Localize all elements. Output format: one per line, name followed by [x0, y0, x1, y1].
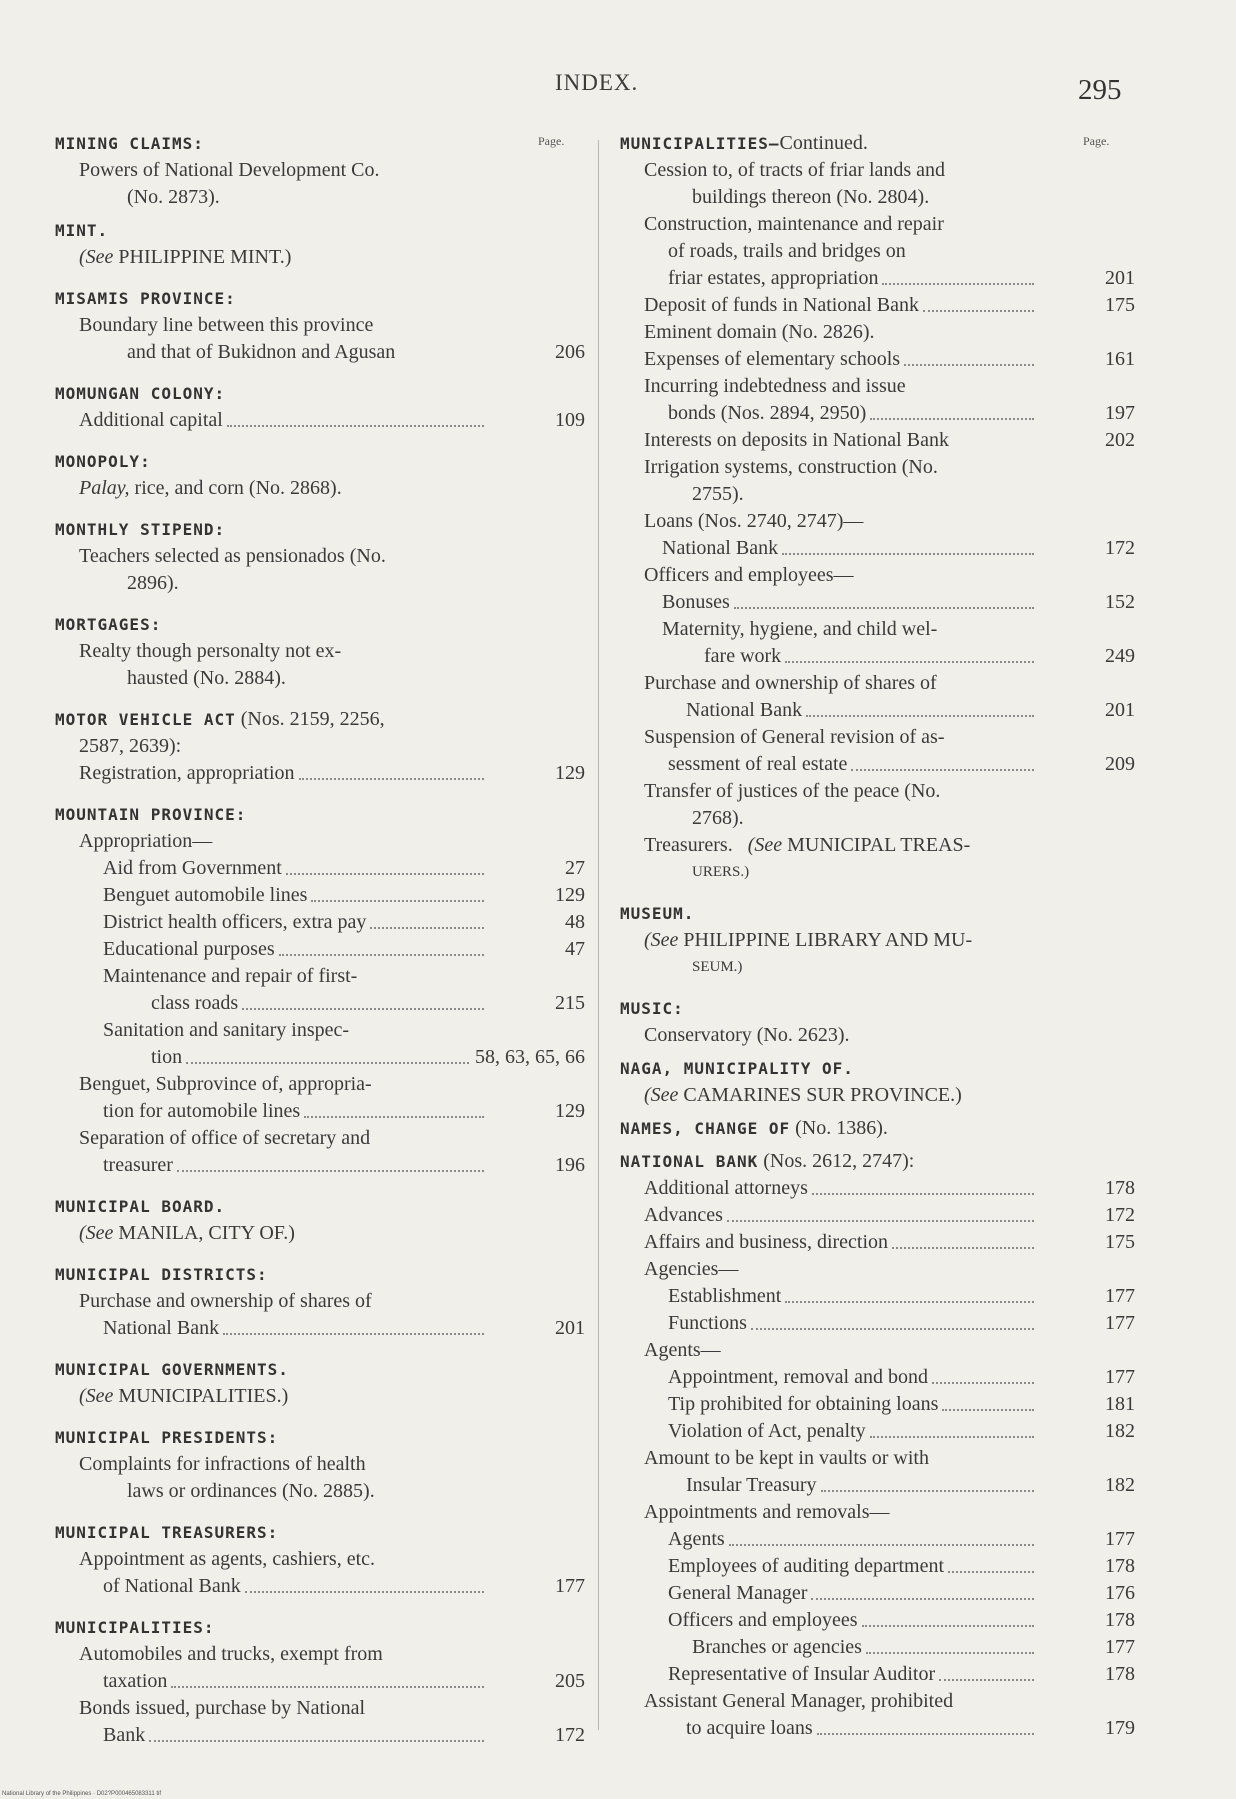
subentry: Officers and employees—: [644, 564, 854, 586]
subentry: Representative of Insular Auditor 178: [620, 1661, 1135, 1688]
entry-monthly-stipend: [55, 516, 585, 597]
entry-motor-vehicle-act: MOTOR VEHICLE ACT (Nos. 2159, 2256, 2587, 2639): Registration, appropriation 129: [55, 706, 585, 787]
headword: MINT.: [55, 221, 109, 240]
headword: MOUNTAIN PROVINCE:: [55, 805, 247, 824]
subentry: Expenses of elementary schools 161: [620, 346, 1135, 373]
subentry: Bonuses 152: [620, 589, 1135, 616]
page-ref: 202: [1105, 429, 1135, 451]
subentry: District health officers, extra pay 48: [55, 909, 585, 936]
headword: MONTHLY STIPEND:: [55, 520, 226, 539]
page-ref: 197: [1105, 402, 1135, 424]
page-ref: 181: [1105, 1393, 1135, 1415]
page-ref: 178: [1105, 1663, 1135, 1685]
subentry: Powers of National Development Co. (No. 2873).: [79, 159, 380, 208]
entry-naga: [620, 1055, 1135, 1109]
headword: MOMUNGAN COLONY:: [55, 384, 226, 403]
entry-mortgages: [55, 611, 585, 692]
entry-music: [620, 995, 1135, 1049]
entry-museum: [620, 900, 1135, 981]
page-ref: 209: [1105, 753, 1135, 775]
subentry: Sanitation and sanitary inspec- tion 58, 63, 65, 66: [55, 1017, 585, 1071]
subentry: Complaints for infractions of health laws or ordinances (No. 2885).: [79, 1453, 375, 1502]
subentry: Assistant General Manager, prohibited to acquire loans 179: [620, 1688, 1135, 1742]
subentry: Agents 177: [620, 1526, 1135, 1553]
cross-reference: (See PHILIPPINE LIBRARY AND MU- SEUM.): [644, 929, 973, 975]
subentry: Maintenance and repair of first- class roads 215: [55, 963, 585, 1017]
subentry: Advances 172: [620, 1202, 1135, 1229]
page-ref: 182: [1105, 1420, 1135, 1442]
subentry: Deposit of funds in National Bank 175: [620, 292, 1135, 319]
entry-municipal-districts: MUNICIPAL DISTRICTS: Purchase and ownership of shares of National Bank 201: [55, 1261, 585, 1342]
page-ref: 27: [565, 857, 585, 879]
entry-municipal-presidents: [55, 1424, 585, 1505]
page-ref: 177: [1105, 1636, 1135, 1658]
page-ref: 47: [565, 938, 585, 960]
subentry: Aid from Government 27: [55, 855, 585, 882]
subentry: General Manager 176: [620, 1580, 1135, 1607]
entry-municipal-treasurers: MUNICIPAL TREASURERS: Appointment as agents, cashiers, etc. of National Bank 177: [55, 1519, 585, 1600]
page-ref: 201: [1105, 699, 1135, 721]
subentry: Eminent domain (No. 2826).: [644, 321, 875, 343]
subentry: Affairs and business, direction 175: [620, 1229, 1135, 1256]
entry-monopoly: [55, 448, 585, 502]
page-ref: 175: [1105, 1231, 1135, 1253]
page-ref: 201: [555, 1317, 585, 1339]
entry-mining-claims: [55, 130, 585, 211]
subentry: Tip prohibited for obtaining loans 181: [620, 1391, 1135, 1418]
entry-municipalities: [55, 1614, 585, 1749]
cross-reference: (See CAMARINES SUR PROVINCE.): [644, 1084, 962, 1106]
cross-reference: (See PHILIPPINE MINT.): [79, 246, 292, 268]
subentry: Loans (Nos. 2740, 2747)— National Bank 172: [620, 508, 1135, 562]
page-ref: 176: [1105, 1582, 1135, 1604]
headword-line: NATIONAL BANK (Nos. 2612, 2747):: [620, 1150, 915, 1172]
headword: MORTGAGES:: [55, 615, 162, 634]
subentry: Palay, rice, and corn (No. 2868).: [79, 477, 342, 499]
page-ref: 249: [1105, 645, 1135, 667]
entry-mountain-province: MOUNTAIN PROVINCE: Appropriation— Aid from Government 27 Benguet automobile lines 129 District health officers, extra pay 48 Educational purposes 47 Maintenance and repair of first- class roads 215 Sanitation and sanitary inspec- tion 58, 63, 65, 66 Benguet, Subprovince of, appropria- tion for automobile lines 129 Separation of office of secretary and treasurer 196: [55, 801, 585, 1179]
subentry: Cession to, of tracts of friar lands and buildings thereon (No. 2804).: [644, 159, 946, 208]
entry-municipal-board: [55, 1193, 585, 1247]
page-ref: 177: [1105, 1312, 1135, 1334]
subentry: Conservatory (No. 2623).: [644, 1024, 850, 1046]
subentry: Automobiles and trucks, exempt from taxation 205: [55, 1641, 585, 1695]
page-ref: 172: [1105, 1204, 1135, 1226]
page-ref: 179: [1105, 1717, 1135, 1739]
page-ref: 129: [555, 884, 585, 906]
subentry: Additional attorneys 178: [620, 1175, 1135, 1202]
subentry: Agents—: [644, 1339, 721, 1361]
headword-line: NAMES, CHANGE OF (No. 1386).: [620, 1117, 888, 1139]
page-ref: 178: [1105, 1177, 1135, 1199]
headword: MUNICIPAL BOARD.: [55, 1197, 226, 1216]
page-ref: 201: [1105, 267, 1135, 289]
subentry: Officers and employees 178: [620, 1607, 1135, 1634]
subentry: Realty though personalty not ex- hausted (No. 2884).: [79, 640, 342, 689]
page-number: 295: [1078, 74, 1122, 106]
page-ref: 206: [555, 341, 585, 363]
page-ref: 196: [555, 1154, 585, 1176]
page-ref: 182: [1105, 1474, 1135, 1496]
subentry: Boundary line between this province and that of Bukidnon and Agusan: [79, 314, 396, 363]
page-ref: 58, 63, 65, 66: [475, 1046, 585, 1068]
left-column: [55, 130, 585, 1749]
cross-reference: (See MUNICIPALITIES.): [79, 1385, 289, 1407]
page-ref: 177: [555, 1575, 585, 1597]
headword-line: MOTOR VEHICLE ACT (Nos. 2159, 2256,: [55, 708, 385, 730]
cross-reference: (See MANILA, CITY OF.): [79, 1222, 295, 1244]
subentry: Interests on deposits in National Bank 202: [620, 427, 1135, 454]
headword-line: MUNICIPALITIES—Continued.: [620, 132, 868, 154]
entry-misamis-province: [55, 285, 585, 366]
headword: MUNICIPAL DISTRICTS:: [55, 1265, 268, 1284]
headword: MUNICIPAL GOVERNMENTS.: [55, 1360, 289, 1379]
entry-national-bank: [620, 1148, 1135, 1742]
subentry: Separation of office of secretary and treasurer 196: [55, 1125, 585, 1179]
headword: MINING CLAIMS:: [55, 134, 204, 153]
page-ref: 205: [555, 1670, 585, 1692]
subentry: Employees of auditing department 178: [620, 1553, 1135, 1580]
subentry: Purchase and ownership of shares of National Bank 201: [620, 670, 1135, 724]
subentry: Maternity, hygiene, and child wel- fare work 249: [620, 616, 1135, 670]
headword: NAGA, MUNICIPALITY OF.: [620, 1059, 854, 1078]
subentry: Bonds issued, purchase by National Bank 172: [55, 1695, 585, 1749]
subentry: Agencies—: [644, 1258, 739, 1280]
entry-mint: [55, 217, 585, 271]
subentry: Violation of Act, penalty 182: [620, 1418, 1135, 1445]
page-ref: 161: [1105, 348, 1135, 370]
entry-momungan-colony: [55, 380, 585, 434]
headword: MUNICIPAL TREASURERS:: [55, 1523, 279, 1542]
page-ref: 172: [1105, 537, 1135, 559]
headword: MUSEUM.: [620, 904, 695, 923]
page-ref: 177: [1105, 1528, 1135, 1550]
column-divider: [598, 140, 599, 1730]
subentry: Additional capital: [55, 407, 585, 434]
headword: MUNICIPALITIES:: [55, 1618, 215, 1637]
scan-footer: National Library of the Philippines · D02?P000465083311 tif: [2, 1791, 161, 1797]
cross-reference: Treasurers. (See MUNICIPAL TREAS- URERS.): [644, 834, 971, 880]
entry-names-change: [620, 1115, 1135, 1142]
subentry: Functions 177: [620, 1310, 1135, 1337]
subentry: Educational purposes 47: [55, 936, 585, 963]
page-column-label-left: Page.: [538, 134, 565, 148]
headword: MUNICIPAL PRESIDENTS:: [55, 1428, 279, 1447]
subentry: Amount to be kept in vaults or with Insular Treasury 182: [620, 1445, 1135, 1499]
page-ref: 177: [1105, 1366, 1135, 1388]
entry-municipal-governments: [55, 1356, 585, 1410]
subentry: Establishment 177: [620, 1283, 1135, 1310]
page-ref: 178: [1105, 1555, 1135, 1577]
subentry: Benguet automobile lines 129: [55, 882, 585, 909]
headword: MUSIC:: [620, 999, 684, 1018]
page-ref: 109: [555, 409, 585, 431]
headword: MONOPOLY:: [55, 452, 151, 471]
subentry: Branches or agencies 177: [620, 1634, 1135, 1661]
subentry: Transfer of justices of the peace (No. 2768).: [644, 780, 941, 829]
right-column: [620, 130, 1135, 1742]
page-ref: 129: [555, 762, 585, 784]
page-ref: 215: [555, 992, 585, 1014]
headword: MISAMIS PROVINCE:: [55, 289, 236, 308]
subentry: Construction, maintenance and repair of roads, trails and bridges on friar estates, appropriation 201: [620, 211, 1135, 292]
page-ref: 172: [555, 1724, 585, 1746]
page-ref: 48: [565, 911, 585, 933]
subentry: Incurring indebtedness and issue bonds (Nos. 2894, 2950) 197: [620, 373, 1135, 427]
subentry: Appointment, removal and bond 177: [620, 1364, 1135, 1391]
subentry: Teachers selected as pensionados (No. 2896).: [79, 545, 386, 594]
page-ref: 177: [1105, 1285, 1135, 1307]
running-title: INDEX.: [555, 70, 639, 95]
page-ref: 152: [1105, 591, 1135, 613]
subentry: Irrigation systems, construction (No. 2755).: [644, 456, 938, 505]
page-ref: 175: [1105, 294, 1135, 316]
subentry: Registration, appropriation: [55, 760, 585, 787]
page-ref: 129: [555, 1100, 585, 1122]
page-column-label-right: Page.: [1083, 134, 1110, 148]
subentry: Benguet, Subprovince of, appropria- tion for automobile lines 129: [55, 1071, 585, 1125]
subentry: Appointments and removals—: [644, 1501, 890, 1523]
page-ref: 178: [1105, 1609, 1135, 1631]
subentry: Suspension of General revision of as- sessment of real estate 209: [620, 724, 1135, 778]
entry-municipalities-continued: [620, 130, 1135, 886]
